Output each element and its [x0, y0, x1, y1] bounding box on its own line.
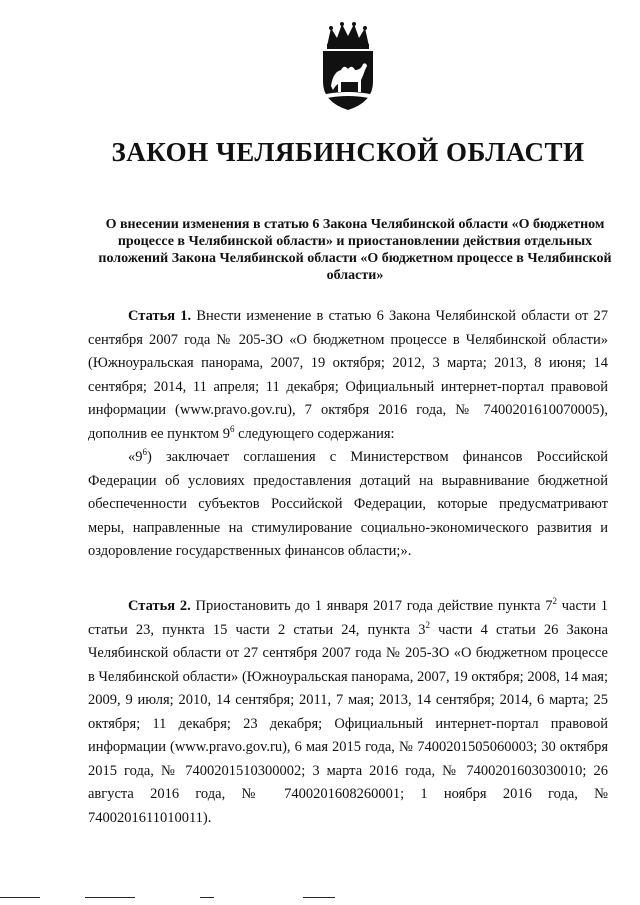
article-1-quote	[88, 446, 608, 564]
article-1-text-b: следующего содержания:	[234, 425, 395, 442]
article-2	[88, 595, 608, 830]
article-2-text-a: Приостановить до 1 января 2017 года действие пункта 7	[195, 598, 553, 614]
article-1-quote-a: «9	[128, 449, 143, 465]
article-1-label: Статья 1.	[128, 308, 192, 324]
footer-rule-3	[200, 897, 214, 898]
article-2-paragraph	[88, 595, 608, 830]
article-2-text-b: части 1 статьи 23, пункта 15 части 2 статьи 24, пункта 3	[88, 598, 608, 638]
footer-rule-2	[85, 897, 135, 898]
article-2-sup-a: 2	[552, 596, 557, 607]
article-1-text-a: Внести изменение в статью 6 Закона Челябинской области от 27 сентября 2007 года № 205-ЗО «О бюджетном процессе в Челябинской области» (Южноуральская панорама, 2007, 19 октября; 2012, 3 марта; 2013, 8 июня; 14 сентября; 2014, 11 апреля; 11 декабря; Официальный интернет-портал правовой информации (www.pravo.gov.ru), 7 октября 2016 года, № 7400201610070005), дополнив ее пунктом 9	[88, 308, 609, 442]
article-1-quote-sup: 6	[142, 447, 147, 458]
article-1-quote-b: ) заключает соглашения с Министерством финансов Российской Федерации об условиях предоставления дотаций на выравнивание бюджетной обеспеченности субъектов Российской Федерации, которые предусматривают меры, направленные на стимулирование социально-экономического развития и оздоровление государственных финансов области;».	[88, 449, 608, 559]
footer-rule-4	[303, 897, 335, 898]
document-subtitle: О внесении изменения в статью 6 Закона Челябинской области «О бюджетном процессе в Челябинской области» и приостановлении действия отдельных положений Закона Челябинской области «О бюджетном процессе в Челябинской области»	[98, 217, 612, 283]
article-2-sup-b: 2	[425, 619, 431, 630]
article-1-sup-a: 6	[229, 423, 235, 434]
article-1-paragraph	[88, 305, 608, 446]
coat-of-arms-icon	[317, 20, 379, 112]
article-1	[88, 305, 608, 564]
footer-rule-1	[0, 897, 40, 898]
document-title: ЗАКОН ЧЕЛЯБИНСКОЙ ОБЛАСТИ	[111, 137, 585, 167]
article-2-label: Статья 2.	[128, 598, 191, 614]
article-2-text-c: части 4 статьи 26 Закона Челябинской области от 27 сентября 2007 года № 205-ЗО «О бюджетном процессе в Челябинской области» (Южноуральская панорама, 2007, 19 октября; 2008, 14 мая; 2009, 9 июля; 2010, 14 сентября; 2011, 7 мая; 2013, 14 сентября; 2014, 6 марта; 25 октября; 11 декабря; 23 декабря; Официальный интернет-портал правовой информации (www.pravo.gov.ru), 6 мая 2015 года, № 7400201505060003; 30 октября 2015 года, № 7400201510300002; 3 марта 2016 года, № 7400201603030010; 26 августа 2016 года, № 7400201608260001; 1 ноября 2016 года, № 7400201611010011).	[88, 621, 608, 826]
